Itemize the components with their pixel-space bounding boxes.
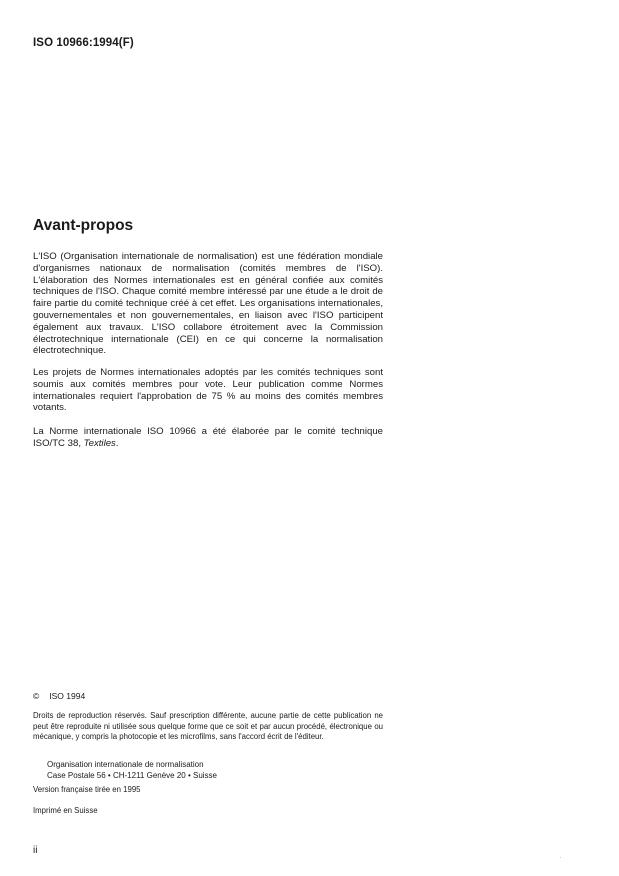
copyright-symbol: © bbox=[33, 691, 40, 701]
version-note: Version française tirée en 1995 bbox=[33, 785, 141, 794]
scan-speck bbox=[560, 857, 561, 858]
organisation-address: Case Postale 56 • CH-1211 Genève 20 • Suisse bbox=[47, 770, 217, 780]
foreword-paragraph-3 bbox=[33, 426, 383, 450]
copyright-text: ISO 1994 bbox=[49, 691, 86, 701]
foreword-paragraph-2: Les projets de Normes internationales adoptés par les comités techniques sont soumis aux comités membres pour vote. Leur publication comme Normes internationales requiert l'approbation de 75 % au moins des comités membres votants. bbox=[33, 367, 383, 414]
organisation-name: Organisation internationale de normalisation bbox=[47, 760, 204, 769]
printed-note: Imprimé en Suisse bbox=[33, 806, 98, 815]
organisation-address-block bbox=[47, 760, 217, 781]
foreword-paragraph-1: L'ISO (Organisation internationale de normalisation) est une fédération mondiale d'organismes nationaux de normalisation (comités membres de l'ISO). L'élaboration des Normes internationales est en général confiée aux comités techniques de l'ISO. Chaque comité membre intéressé par une étude a le droit de faire partie du comité technique créé à cet effet. Les organisations internationales, gouvernementales et non gouvernementales, en liaison avec l'ISO participent également aux travaux. L'ISO collabore étroitement avec la Commission électrotechnique internationale (CEI) en ce qui concerne la normalisation électrotechnique. bbox=[33, 251, 383, 357]
paragraph-3-end: . bbox=[115, 437, 119, 449]
copyright-notice bbox=[33, 691, 85, 701]
page-number: ii bbox=[33, 845, 38, 856]
paragraph-3-text: La Norme internationale ISO 10966 a été élaborée par le comité technique ISO/TC 38, bbox=[33, 426, 383, 449]
reproduction-rights: Droits de reproduction réservés. Sauf prescription différente, aucune partie de cette publication ne peut être reproduite ni utilisée sous quelque forme que ce soit et par aucun procédé, électronique ou mécanique, y compris la photocopie et les microfilms, sans l'accord écrit de l'éditeur. bbox=[33, 711, 383, 742]
section-heading: Avant-propos bbox=[33, 217, 134, 234]
committee-name: Textiles bbox=[83, 437, 116, 449]
standard-identifier: ISO 10966:1994(F) bbox=[33, 37, 134, 49]
